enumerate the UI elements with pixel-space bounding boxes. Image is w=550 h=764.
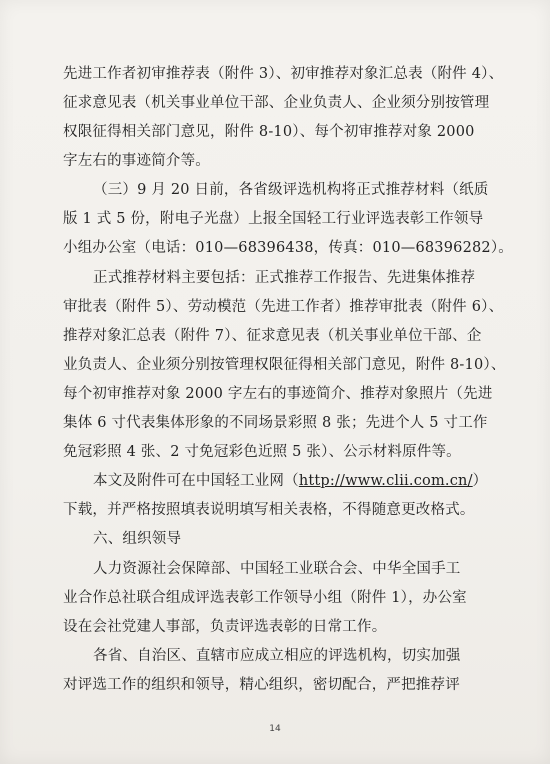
body-line: （三）9 月 20 日前，各省级评选机构将正式推荐材料（纸质 xyxy=(93,182,489,198)
body-line: 推荐对象汇总表（附件 7）、征求意见表（机关事业单位干部、企 xyxy=(63,328,482,344)
body-line xyxy=(93,467,487,497)
body-line: 正式推荐材料主要包括：正式推荐工作报告、先进集体推荐 xyxy=(93,270,476,286)
body-line: 人力资源社会保障部、中国轻工业联合会、中华全国手工 xyxy=(93,561,461,577)
body-line: 版 1 式 5 份，附电子光盘）上报全国轻工行业评选表彰工作领导 xyxy=(63,211,484,227)
body-line: 先进工作者初审推荐表（附件 3）、初审推荐对象汇总表（附件 4）、 xyxy=(63,66,504,82)
body-line: 征求意见表（机关事业单位干部、企业负责人、企业须分别按管理 xyxy=(63,95,490,111)
website-link[interactable]: http://www.clii.com.cn/ xyxy=(298,473,473,489)
body-line: 小组办公室（电话：010—68396438，传真：010—68396282）。 xyxy=(63,240,514,256)
body-text: ） xyxy=(472,473,488,489)
body-line: 每个初审推荐对象 2000 字左右的事迹简介、推荐对象照片（先进 xyxy=(63,386,493,402)
body-line: 字左右的事迹简介等。 xyxy=(63,153,210,169)
body-line: 审批表（附件 5）、劳动模范（先进工作者）推荐审批表（附件 6）、 xyxy=(63,299,504,315)
body-line: 业负责人、企业须分别按管理权限征得相关部门意见，附件 8-10）、 xyxy=(63,357,506,373)
page-number: 14 xyxy=(269,724,281,734)
body-line: 权限征得相关部门意见，附件 8-10）、每个初审推荐对象 2000 xyxy=(63,124,475,140)
body-line: 业合作总社联合组成评选表彰工作领导小组（附件 1），办公室 xyxy=(63,590,467,606)
body-line: 各省、自治区、直辖市应成立相应的评选机构，切实加强 xyxy=(93,648,461,664)
body-text: 本文及附件可在中国轻工业网（ xyxy=(93,473,299,489)
body-line: 下载，并严格按照填表说明填写相关表格，不得随意更改格式。 xyxy=(63,502,475,518)
body-line: 对评选工作的组织和领导，精心组织，密切配合，严把推荐评 xyxy=(63,677,460,693)
body-line: 设在会社党建人事部，负责评选表彰的日常工作。 xyxy=(63,619,387,635)
body-line: 集体 6 寸代表集体形象的不同场景彩照 8 张；先进个人 5 寸工作 xyxy=(63,415,488,431)
section-heading: 六、组织领导 xyxy=(93,531,182,547)
body-line: 免冠彩照 4 张、2 寸免冠彩色近照 5 张）、公示材料原件等。 xyxy=(63,444,461,460)
